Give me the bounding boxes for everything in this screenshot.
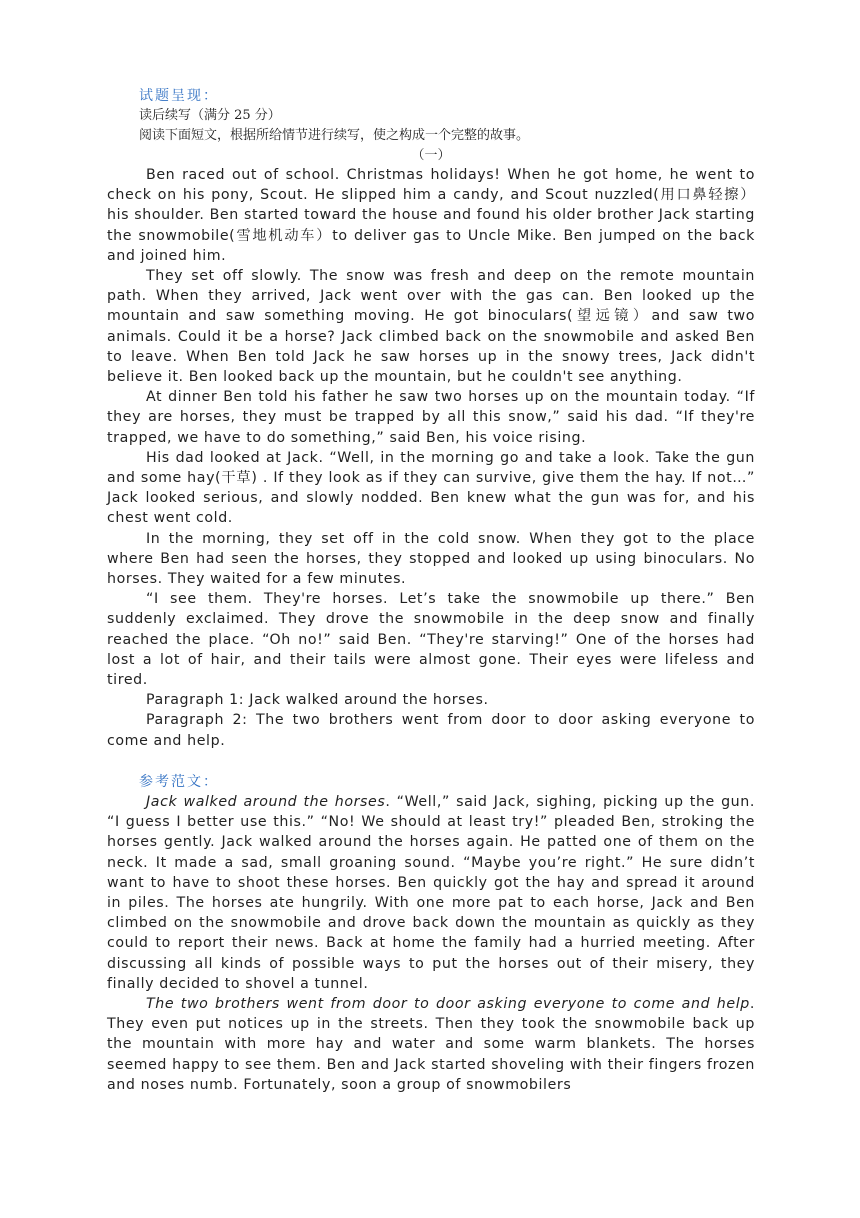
document-page bbox=[107, 86, 755, 1095]
story-paragraph-6: “I see them. They're horses. Let’s take the snowmobile up there.” Ben suddenly exclaimed. They drove the snowmobile in the deep snow and finally reached the place. “Oh no!” said Ben. “They're starving!” One of the horses had lost a lot of hair, and their tails were almost gone. Their eyes were lifeless and tired. bbox=[107, 591, 755, 689]
story-paragraph-4: His dad looked at Jack. “Well, in the morning go and take a look. Take the gun and some hay(干草) . If they look as if they can survive, give them the hay. If not…” Jack looked serious, and slowly nodded. Ben knew what the gun was for, and his chest went cold. bbox=[107, 449, 755, 527]
story-paragraph-1: Ben raced out of school. Christmas holidays! When he got home, he went to check on his pony, Scout. He slipped him a candy, and Scout nuzzled(用口鼻轻擦）his shoulder. Ben started toward the house and found his older brother Jack starting the snowmobile(雪地机动车）to deliver gas to Uncle Mike. Ben jumped on the back and joined him. bbox=[107, 167, 755, 264]
reference-paragraph-1 bbox=[107, 792, 755, 994]
prompt-paragraph-2: Paragraph 2: The two brothers went from door to door asking everyone to come and help. bbox=[107, 712, 755, 749]
story-paragraph-5: In the morning, they set off in the cold snow. When they got to the place where Ben had seen the horses, they stopped and looked up using binoculars. No horses. They waited for a few minutes. bbox=[107, 530, 755, 588]
story-paragraph-3: At dinner Ben told his father he saw two horses up on the mountain today. “If they are horses, they must be trapped by all this snow,” said his dad. “If they're trapped, we have to do something,” said Ben, his voice rising. bbox=[107, 389, 755, 446]
prompt-paragraph-1: Paragraph 1: Jack walked around the horses. bbox=[146, 692, 489, 709]
section-marker: （一） bbox=[411, 148, 451, 163]
task-title: 读后续写（满分 25 分） bbox=[139, 108, 281, 123]
task-instruction: 阅读下面短文，根据所给情节进行续写，使之构成一个完整的故事。 bbox=[139, 128, 530, 143]
reference-paragraph-2 bbox=[107, 994, 755, 1095]
reference-paragraph-2-lead: The two brothers went from door to door asking everyone to come and help bbox=[146, 995, 750, 1012]
question-heading: 试题呈现： bbox=[139, 88, 219, 104]
reference-paragraph-1-lead: Jack walked around the horses bbox=[146, 793, 386, 810]
section-spacer bbox=[107, 751, 755, 772]
story-paragraph-2: They set off slowly. The snow was fresh and deep on the remote mountain path. When they arrived, Jack went over with the gas can. Ben looked up the mountain and saw something moving. He got binoculars(望远镜）and saw two animals. Could it be a horse? Jack climbed back on the snowmobile and asked Ben to leave. When Ben told Jack he saw horses up in the snowy trees, Jack didn't believe it. Ben looked back up the mountain, but he couldn't see anything. bbox=[107, 268, 755, 386]
reference-paragraph-2-body: . They even put notices up in the streets. Then they took the snowmobile back up the mountain with more hay and water and some warm blankets. The horses seemed happy to see them. Ben and Jack started shoveling with their fingers frozen and noses numb. Fortunately, soon a group of snowmobilers bbox=[107, 995, 755, 1093]
reference-heading: 参考范文： bbox=[139, 773, 219, 790]
reference-paragraph-1-body: . “Well,” said Jack, sighing, picking up the gun. “I guess I better use this.” “No! We should at least try!” pleaded Ben, stroking the horses gently. Jack walked around the horses again. He patted one of them on the neck. It made a sad, small groaning sound. “Maybe you’re right.” He sure didn’t want to have to shoot these horses. Ben quickly got the hay and spread it around in piles. The horses ate hungrily. With one more pat to each horse, Jack and Ben climbed on the snowmobile and drove back down the mountain as quickly as they could to report their news. Back at home the family had a hurried meeting. After discussing all kinds of possible ways to put the horses out of their misery, they finally decided to shovel a tunnel. bbox=[107, 793, 755, 992]
